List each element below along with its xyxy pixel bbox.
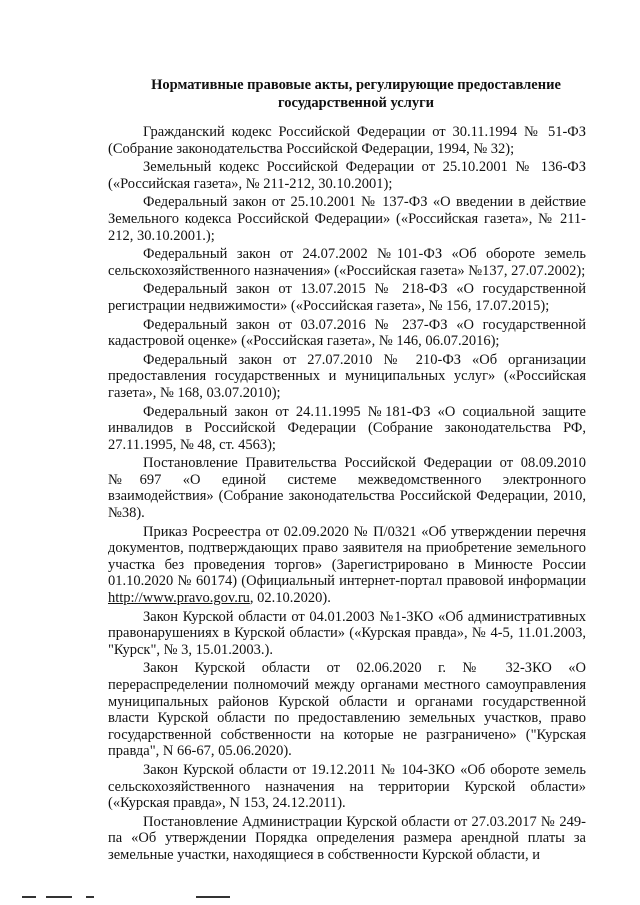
paragraph-kursk-law-1: Закон Курской области от 04.01.2003 №1-ЗКО «Об административных правонарушениях в Курской области» («Курская правда», № 4-5, 11.01.2003, "Курск", № 3, 15.01.2003.). [108, 608, 586, 658]
paragraph-kursk-decree-249: Постановление Администрации Курской области от 27.03.2017 № 249-па «Об утверждении Порядка определения размера арендной платы за земельные участки, находящиеся в собственности Курской области, и [108, 813, 586, 863]
document-title [0, 76, 640, 112]
paragraph-land-code: Земельный кодекс Российской Федерации от 25.10.2001 № 136-ФЗ («Российская газета», № 211-212, 30.10.2001); [108, 159, 586, 192]
order-tail: , 02.10.2020). [249, 590, 331, 607]
scan-artifact [22, 896, 36, 898]
scan-artifact [46, 896, 72, 898]
order-text: Приказ Росреестра от 02.09.2020 № П/0321 «Об утверждении перечня документов, подтверждающих право заявителя на приобретение земельного участка без проведения торгов» (Зарегистрировано в Минюсте России 01.10.2020 № 60174) (Официальный интернет-портал правовой информации [108, 523, 586, 590]
paragraph-fz-101: Федеральный закон от 24.07.2002 №101-ФЗ «Об обороте земель сельскохозяйственного назначения» («Российская газета» №137, 27.07.2002); [108, 246, 586, 279]
paragraph-civil-code: Гражданский кодекс Российской Федерации от 30.11.1994 № 51-ФЗ (Собрание законодательства Российской Федерации, 1994, № 32); [108, 124, 586, 157]
paragraph-rosreestr-order [108, 524, 586, 607]
paragraph-fz-218: Федеральный закон от 13.07.2015 № 218-ФЗ «О государственной регистрации недвижимости» («Российская газета», № 156, 17.07.2015); [108, 281, 586, 314]
title-line-2: государственной услуги [277, 95, 435, 111]
paragraph-fz-137: Федеральный закон от 25.10.2001 № 137-ФЗ «О введении в действие Земельного кодекса Российской Федерации» («Российская газета», № 211-212, 30.10.2001.); [108, 194, 586, 244]
paragraph-government-decree-697: Постановление Правительства Российской Федерации от 08.09.2010 №697 «О единой системе межведомственного электронного взаимодействия» (Собрание законодательства Российской Федерации, 2010, №38). [108, 455, 586, 522]
scan-artifact [86, 896, 94, 898]
paragraph-fz-181: Федеральный закон от 24.11.1995 №181-ФЗ «О социальной защите инвалидов в Российской Федерации (Собрание законодательства РФ, 27.11.1995, № 48, ст. 4563); [108, 403, 586, 453]
scan-artifact [196, 896, 230, 898]
paragraph-fz-210: Федеральный закон от 27.07.2010 № 210-ФЗ «Об организации предоставления государственных и муниципальных услуг» («Российская газета», № 168, 03.07.2010); [108, 351, 586, 401]
title-line-1: Нормативные правовые акты, регулирующие предоставление [151, 77, 561, 93]
pravo-gov-link[interactable]: http://www.pravo.gov.ru [108, 590, 250, 607]
document-body [108, 124, 586, 864]
paragraph-fz-237: Федеральный закон от 03.07.2016 № 237-ФЗ «О государственной кадастровой оценке» («Российская газета», № 146, 06.07.2016); [108, 316, 586, 350]
paragraph-kursk-law-32: Закон Курской области от 02.06.2020 г. № 32-ЗКО «О перераспределении полномочий между органами местного самоуправления муниципальных районов Курской области и органами государственной власти Курской области по предоставлению земельных участков, право государственной собственности на которые не разграничено» ("Курская правда", N 66-67, 05.06.2020). [108, 660, 586, 760]
paragraph-kursk-law-104: Закон Курской области от 19.12.2011 № 104-ЗКО «Об обороте земель сельскохозяйственного назначения на территории Курской области» («Курская правда», N 153, 24.12.2011). [108, 761, 586, 812]
